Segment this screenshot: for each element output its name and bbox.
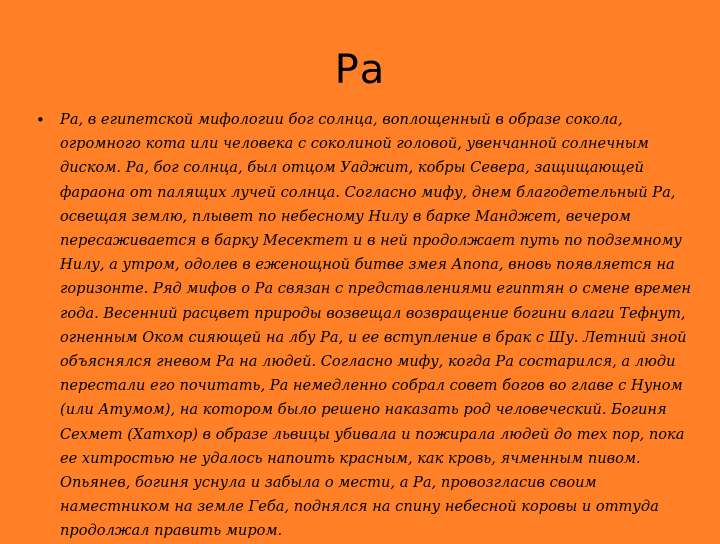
slide-title: Ра (334, 47, 386, 93)
body-list (36, 108, 702, 544)
bullet-icon: • (36, 111, 45, 129)
list-item (36, 108, 702, 544)
body-paragraph: Ра, в египетской мифологии бог солнца, воплощенный в образе сокола, огромного кота или человека с соколиной головой, увенчанной солнечным диском. Ра, бог солнца, был отцом Уаджит, кобры Севера, защищающей фараона от палящих лучей солнца. Согласно мифу, днем благодетельный Ра, освещая землю, плывет по небесному Нилу в барке Манджет, вечером пересаживается в барку Месектет и в ней продолжает путь по подземному Нилу, а утром, одолев в еженощной битве змея Апопа, вновь появляется на горизонте. Ряд мифов о Ра связан с представлениями египтян о смене времен года. Весенний расцвет природы возвещал возвращение богини влаги Тефнут, огненным Оком сияющей на лбу Ра, и ее вступление в брак с Шу. Летний зной объяснялся гневом Ра на людей. Согласно мифу, когда Ра состарился, а люди перестали его почитать, Ра немедленно собрал совет богов во главе с Нуном (или Атумом), на котором было решено наказать род человеческий. Богиня Сехмет (Хатхор) в образе львицы убивала и пожирала людей до тех пор, пока ее хитростью не удалось напоить красным, как кровь, ячменным пивом. Опьянев, богиня уснула и забыла о мести, а Ра, провозгласив своим наместником на земле Геба, поднялся на спину небесной коровы и оттуда продолжал править миром. (60, 111, 692, 540)
